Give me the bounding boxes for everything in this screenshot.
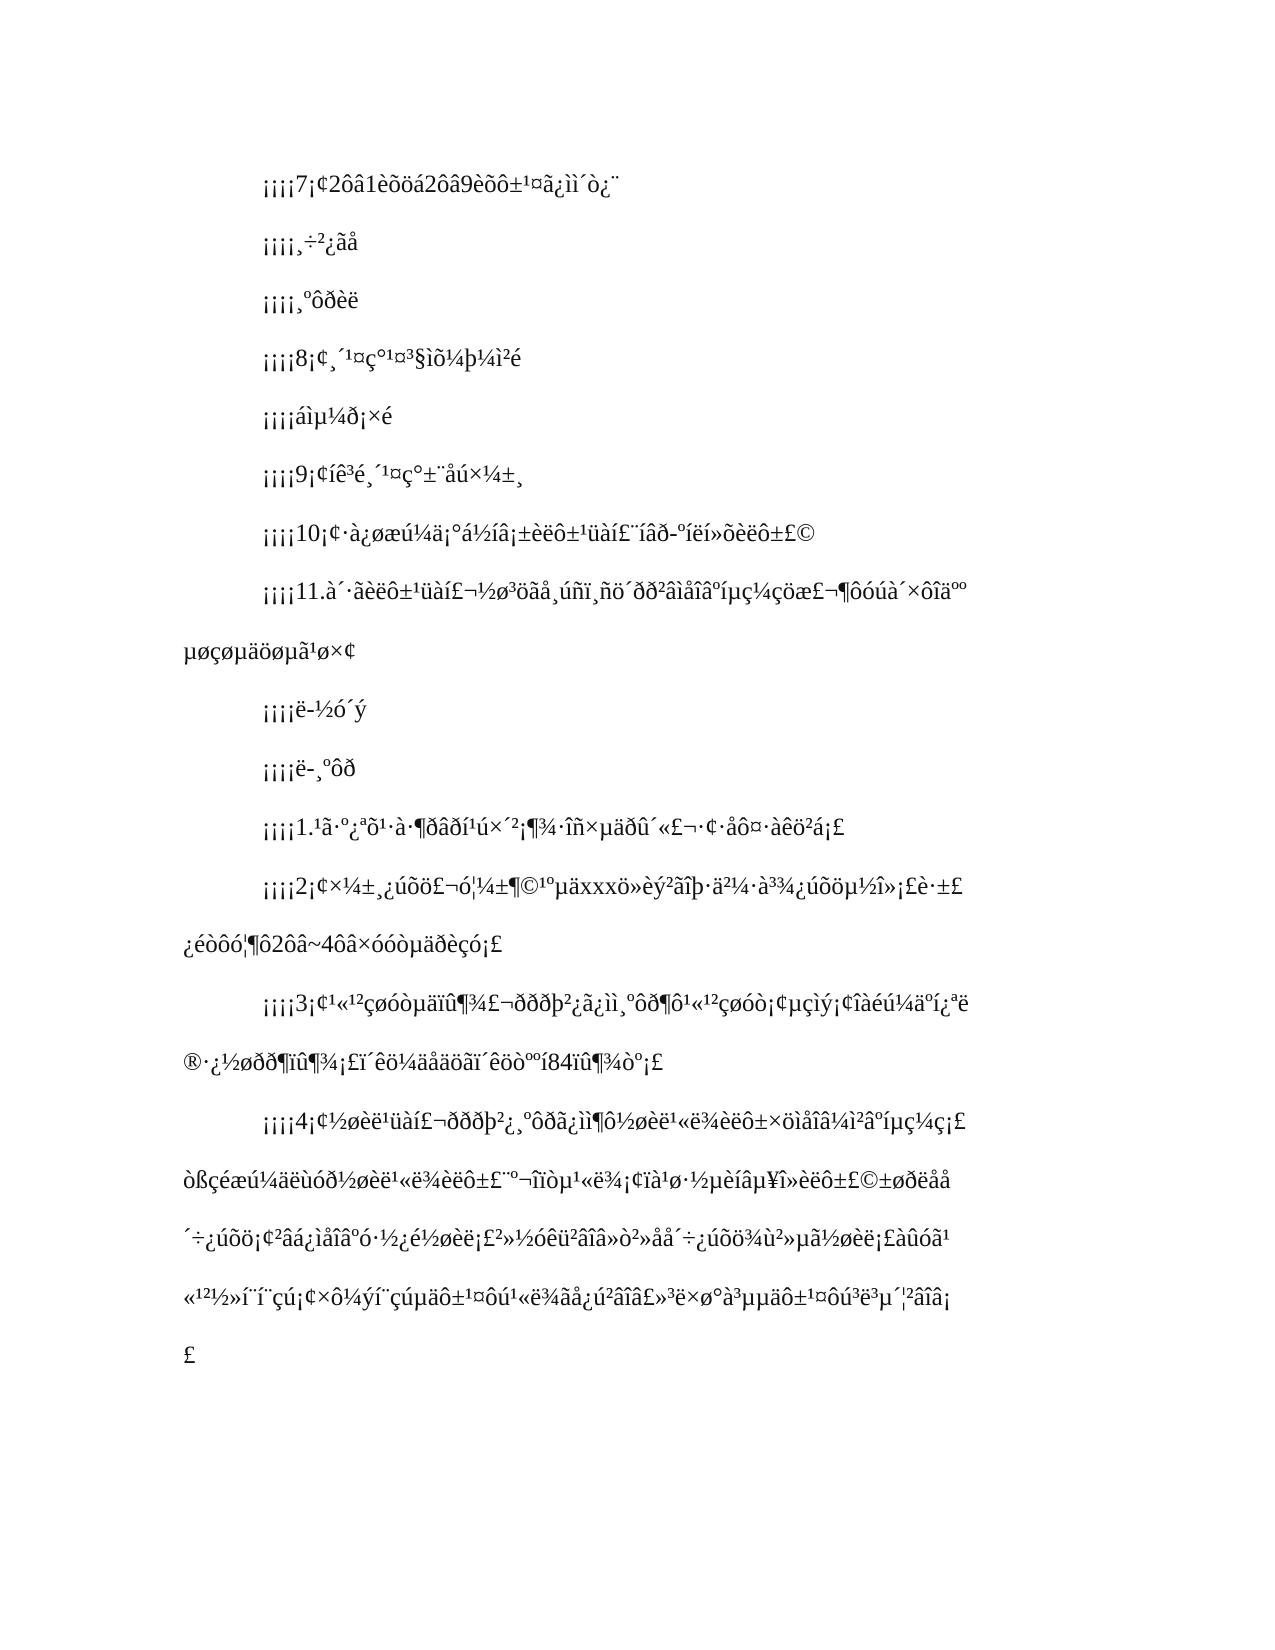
text-line: ¡¡¡¡1.¹ã·º¿ªõ¹·à·¶ðâðí¹ú×´²¡¶¾·îñ×µäðû´«£¬·¢·åô¤·àêö²á¡£ [262,814,845,841]
text-line: ®·¿½øðð¶ïû¶¾¡£ï´êö¼äåäöãï´êöòººí84ïû¶¾òº¡£ [183,1049,664,1076]
text-line: ¡¡¡¡3¡¢¹«¹²çøóòµäïû¶¾£¬ðððþ²¿ã¿ìì¸ºôð¶ô¹«¹²çøóò¡¢µçìý¡¢îàéú¼äºí¿ªë [262,990,969,1017]
text-line: ¡¡¡¡ë-½ó´ý [262,696,367,723]
text-line: ¡¡¡¡¸÷²¿ãå [262,229,359,256]
text-line: µøçøµäöøµã¹ø×¢ [183,638,357,665]
text-line: ¿éòôó¦¶ô2ôâ~4ôâ×óóòµäðèçó¡£ [183,931,503,958]
text-line: ¡¡¡¡¸ºôðèë [262,287,359,314]
text-line: ¡¡¡¡7¡¢2ôâ1èõöá2ôâ9èõô±¹¤ã¿ìì´ò¿¨ [262,171,620,198]
text-line: ¡¡¡¡10¡¢·à¿øæú¼ä¡°á½íâ¡±èëô±¹üàí£¨íâð-ºíëí»õèëô±£© [262,520,816,547]
text-line: ¡¡¡¡ë-¸ºôð [262,755,356,782]
text-line: òßçéæú¼äëùóð½øèë¹«ë¾èëô±£¨º¬îïòµ¹«ë¾¡¢ïà¹ø·½µèíâµ¥î»èëô±£©±øðëåå [183,1167,951,1194]
text-line: ¡¡¡¡11.à´·ãèëô±¹üàí£¬½ø³öãå¸úñï¸ñö´ðð²âìåîâºíµç¼çöæ£¬¶ôóúà´×ôîäºº [262,578,967,605]
text-line: ¡¡¡¡2¡¢×¼±¸¿úõö£¬ó¦¼±¶©¹ºµäxxxö»èý²ãîþ·ä²¼·à³¾¿úõöµ½î»¡£è·±£ [262,873,963,900]
text-line: ¡¡¡¡áìµ¼ð¡×é [262,403,393,430]
text-line: ¡¡¡¡4¡¢½øèë¹üàí£¬ðððþ²¿¸ºôðã¿ìì¶ô½øèë¹«ë¾èëô±×öìåîâ¼ì²âºíµç¼ç¡£ [262,1108,966,1135]
text-line: ¡¡¡¡9¡¢íê³é¸´¹¤ç°±¨åú×¼±¸ [262,461,524,488]
text-line: £ [183,1342,196,1369]
text-line: ´÷¿úõö¡¢²âá¿ìåîâºó·½¿é½øèë¡£²»½óêü²âîâ»ò²»åå´÷¿úõö¾ù²»µã½øèë¡£àûóã¹ [183,1225,951,1252]
text-line: «¹²½»í¨í¨çú¡¢×ô¼ýí¨çúµäô±¹¤ôú¹«ë¾ãå¿ú²âîâ£»³ë×ø°à³µµäô±¹¤ôú³ë³µ´¦²âîâ¡ [183,1284,952,1311]
text-line: ¡¡¡¡8¡¢¸´¹¤ç°¹¤³§ìõ¼þ¼ì²é [262,345,522,372]
